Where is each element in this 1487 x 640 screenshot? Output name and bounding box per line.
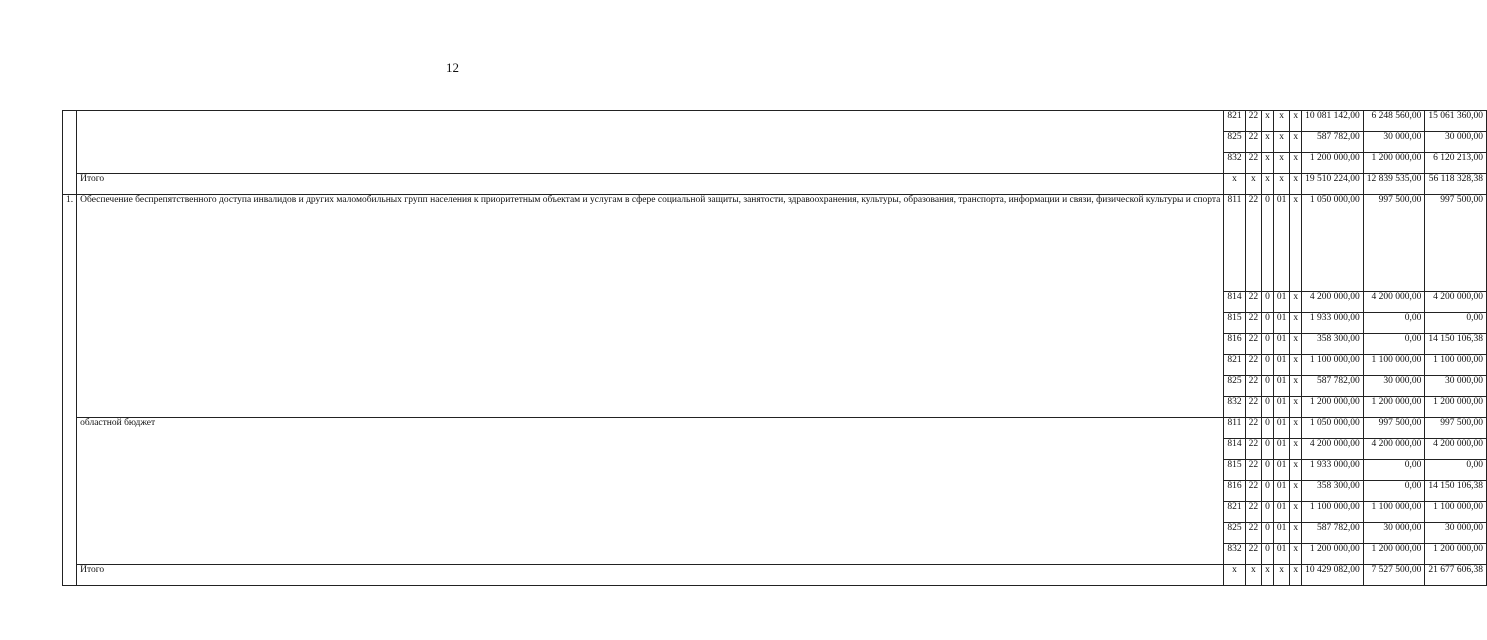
code4-cell: 01 [1273,460,1290,481]
code5-cell: x [1290,544,1302,565]
section-cell: 22 [1245,481,1262,502]
code3-cell: 0 [1262,502,1274,523]
code4-cell: 01 [1273,523,1290,544]
kbk-code-cell: x [1224,565,1245,586]
code4-cell: x [1273,153,1290,174]
code3-cell: 0 [1262,355,1274,376]
kbk-code-cell: 832 [1224,544,1245,565]
amount-1-cell: 1 050 000,00 [1302,195,1364,292]
code5-cell: x [1290,195,1302,292]
code4-cell: x [1273,174,1290,195]
section-cell: 22 [1245,418,1262,439]
section-cell: 22 [1245,334,1262,355]
section-cell: 22 [1245,111,1262,132]
amount-3-cell: 1 200 000,00 [1425,544,1487,565]
amount-3-cell: 56 118 328,38 [1425,174,1487,195]
amount-1-cell: 358 300,00 [1302,334,1364,355]
code3-cell: 0 [1262,292,1274,313]
section-cell: 22 [1245,460,1262,481]
code5-cell: x [1290,174,1302,195]
kbk-code-cell: 832 [1224,153,1245,174]
amount-2-cell: 30 000,00 [1363,523,1425,544]
code5-cell: x [1290,153,1302,174]
code5-cell: x [1290,376,1302,397]
amount-3-cell: 30 000,00 [1425,523,1487,544]
total-label: Итого [77,565,1224,586]
amount-3-cell: 4 200 000,00 [1425,439,1487,460]
amount-2-cell: 1 200 000,00 [1363,153,1425,174]
amount-2-cell: 4 200 000,00 [1363,292,1425,313]
amount-2-cell: 6 248 560,00 [1363,111,1425,132]
table-row [63,195,1487,292]
amount-3-cell: 997 500,00 [1425,195,1487,292]
code3-cell: 0 [1262,397,1274,418]
code5-cell: x [1290,502,1302,523]
kbk-code-cell: 814 [1224,292,1245,313]
total-label: Итого [77,174,1224,195]
section-cell: 22 [1245,313,1262,334]
amount-3-cell: 14 150 106,38 [1425,334,1487,355]
kbk-code-cell: 811 [1224,195,1245,292]
amount-2-cell: 30 000,00 [1363,132,1425,153]
code3-cell: x [1262,174,1274,195]
kbk-code-cell: 821 [1224,355,1245,376]
code3-cell: 0 [1262,376,1274,397]
amount-1-cell: 1 200 000,00 [1302,153,1364,174]
code4-cell: 01 [1273,544,1290,565]
code4-cell: x [1273,565,1290,586]
amount-1-cell: 587 782,00 [1302,523,1364,544]
code3-cell: 0 [1262,195,1274,292]
amount-1-cell: 4 200 000,00 [1302,439,1364,460]
amount-2-cell: 0,00 [1363,313,1425,334]
item-number: 1. [63,195,77,586]
amount-3-cell: 0,00 [1425,313,1487,334]
section-cell: 22 [1245,292,1262,313]
code3-cell: x [1262,153,1274,174]
kbk-code-cell: 825 [1224,523,1245,544]
code5-cell: x [1290,334,1302,355]
code4-cell: 01 [1273,439,1290,460]
table-row [63,174,1487,195]
kbk-code-cell: 811 [1224,418,1245,439]
amount-3-cell: 997 500,00 [1425,418,1487,439]
section-cell: 22 [1245,544,1262,565]
section-cell: 22 [1245,439,1262,460]
amount-2-cell: 997 500,00 [1363,418,1425,439]
amount-2-cell: 1 100 000,00 [1363,502,1425,523]
amount-1-cell: 4 200 000,00 [1302,292,1364,313]
amount-1-cell: 358 300,00 [1302,481,1364,502]
code4-cell: 01 [1273,292,1290,313]
code5-cell: x [1290,439,1302,460]
amount-2-cell: 0,00 [1363,460,1425,481]
code3-cell: 0 [1262,523,1274,544]
table-row [63,111,1487,132]
kbk-code-cell: 821 [1224,502,1245,523]
section-cell: 22 [1245,502,1262,523]
amount-1-cell: 1 200 000,00 [1302,397,1364,418]
kbk-code-cell: 814 [1224,439,1245,460]
amount-1-cell: 10 429 082,00 [1302,565,1364,586]
amount-2-cell: 1 100 000,00 [1363,355,1425,376]
amount-2-cell: 1 200 000,00 [1363,397,1425,418]
amount-3-cell: 15 061 360,00 [1425,111,1487,132]
amount-3-cell: 0,00 [1425,460,1487,481]
code5-cell: x [1290,460,1302,481]
code4-cell: 01 [1273,397,1290,418]
code4-cell: 01 [1273,481,1290,502]
code5-cell: x [1290,523,1302,544]
code5-cell: x [1290,132,1302,153]
amount-2-cell: 0,00 [1363,334,1425,355]
kbk-code-cell: 821 [1224,111,1245,132]
kbk-code-cell: 816 [1224,481,1245,502]
section-cell: 22 [1245,523,1262,544]
amount-3-cell: 14 150 106,38 [1425,481,1487,502]
amount-1-cell: 19 510 224,00 [1302,174,1364,195]
code4-cell: x [1273,132,1290,153]
amount-2-cell: 4 200 000,00 [1363,439,1425,460]
kbk-code-cell: x [1224,174,1245,195]
kbk-code-cell: 825 [1224,132,1245,153]
section-cell: 22 [1245,397,1262,418]
amount-1-cell: 587 782,00 [1302,376,1364,397]
section-cell: 22 [1245,376,1262,397]
kbk-code-cell: 832 [1224,397,1245,418]
code4-cell: 01 [1273,418,1290,439]
amount-3-cell: 30 000,00 [1425,376,1487,397]
amount-1-cell: 1 050 000,00 [1302,418,1364,439]
amount-1-cell: 587 782,00 [1302,132,1364,153]
code4-cell: 01 [1273,502,1290,523]
amount-2-cell: 0,00 [1363,481,1425,502]
code3-cell: 0 [1262,313,1274,334]
amount-1-cell: 1 100 000,00 [1302,355,1364,376]
amount-2-cell: 7 527 500,00 [1363,565,1425,586]
section-cell: x [1245,565,1262,586]
section-cell: 22 [1245,153,1262,174]
item-name-cell [77,111,1224,174]
amount-3-cell: 1 100 000,00 [1425,355,1487,376]
regional-budget-label: областной бюджет [77,418,1224,565]
row-number-cell [63,111,77,195]
code5-cell: x [1290,292,1302,313]
section-cell: 22 [1245,195,1262,292]
code5-cell: x [1290,418,1302,439]
code3-cell: 0 [1262,481,1274,502]
amount-3-cell: 4 200 000,00 [1425,292,1487,313]
kbk-code-cell: 815 [1224,460,1245,481]
amount-3-cell: 1 200 000,00 [1425,397,1487,418]
code4-cell: x [1273,111,1290,132]
code5-cell: x [1290,111,1302,132]
amount-3-cell: 21 677 606,38 [1425,565,1487,586]
amount-2-cell: 997 500,00 [1363,195,1425,292]
code5-cell: x [1290,355,1302,376]
amount-2-cell: 30 000,00 [1363,376,1425,397]
section-cell: 22 [1245,355,1262,376]
kbk-code-cell: 815 [1224,313,1245,334]
code5-cell: x [1290,313,1302,334]
amount-1-cell: 1 100 000,00 [1302,502,1364,523]
code3-cell: 0 [1262,439,1274,460]
amount-3-cell: 6 120 213,00 [1425,153,1487,174]
code4-cell: 01 [1273,355,1290,376]
section-cell: x [1245,174,1262,195]
amount-1-cell: 10 081 142,00 [1302,111,1364,132]
code5-cell: x [1290,565,1302,586]
code5-cell: x [1290,481,1302,502]
code3-cell: x [1262,565,1274,586]
code3-cell: 0 [1262,334,1274,355]
item-name-cell: Обеспечение беспрепятственного доступа инвалидов и других маломобильных групп населения к приоритетным объектам и услугам в сфере социальной защиты, занятости, здравоохранения, культуры, образования, транспорта, информации и связи, физической культуры и спорта [77,195,1224,418]
amount-1-cell: 1 933 000,00 [1302,460,1364,481]
kbk-code-cell: 816 [1224,334,1245,355]
amount-1-cell: 1 200 000,00 [1302,544,1364,565]
amount-1-cell: 1 933 000,00 [1302,313,1364,334]
budget-table [62,110,1487,586]
kbk-code-cell: 825 [1224,376,1245,397]
code4-cell: 01 [1273,313,1290,334]
code4-cell: 01 [1273,195,1290,292]
code3-cell: 0 [1262,544,1274,565]
amount-3-cell: 1 100 000,00 [1425,502,1487,523]
code3-cell: 0 [1262,418,1274,439]
code4-cell: 01 [1273,334,1290,355]
amount-2-cell: 1 200 000,00 [1363,544,1425,565]
table-row [63,565,1487,586]
code4-cell: 01 [1273,376,1290,397]
code5-cell: x [1290,397,1302,418]
code3-cell: 0 [1262,460,1274,481]
code3-cell: x [1262,132,1274,153]
table-row [63,418,1487,439]
budget-table-body [63,111,1487,586]
amount-3-cell: 30 000,00 [1425,132,1487,153]
page-number: 12 [446,60,459,75]
section-cell: 22 [1245,132,1262,153]
amount-2-cell: 12 839 535,00 [1363,174,1425,195]
code3-cell: x [1262,111,1274,132]
